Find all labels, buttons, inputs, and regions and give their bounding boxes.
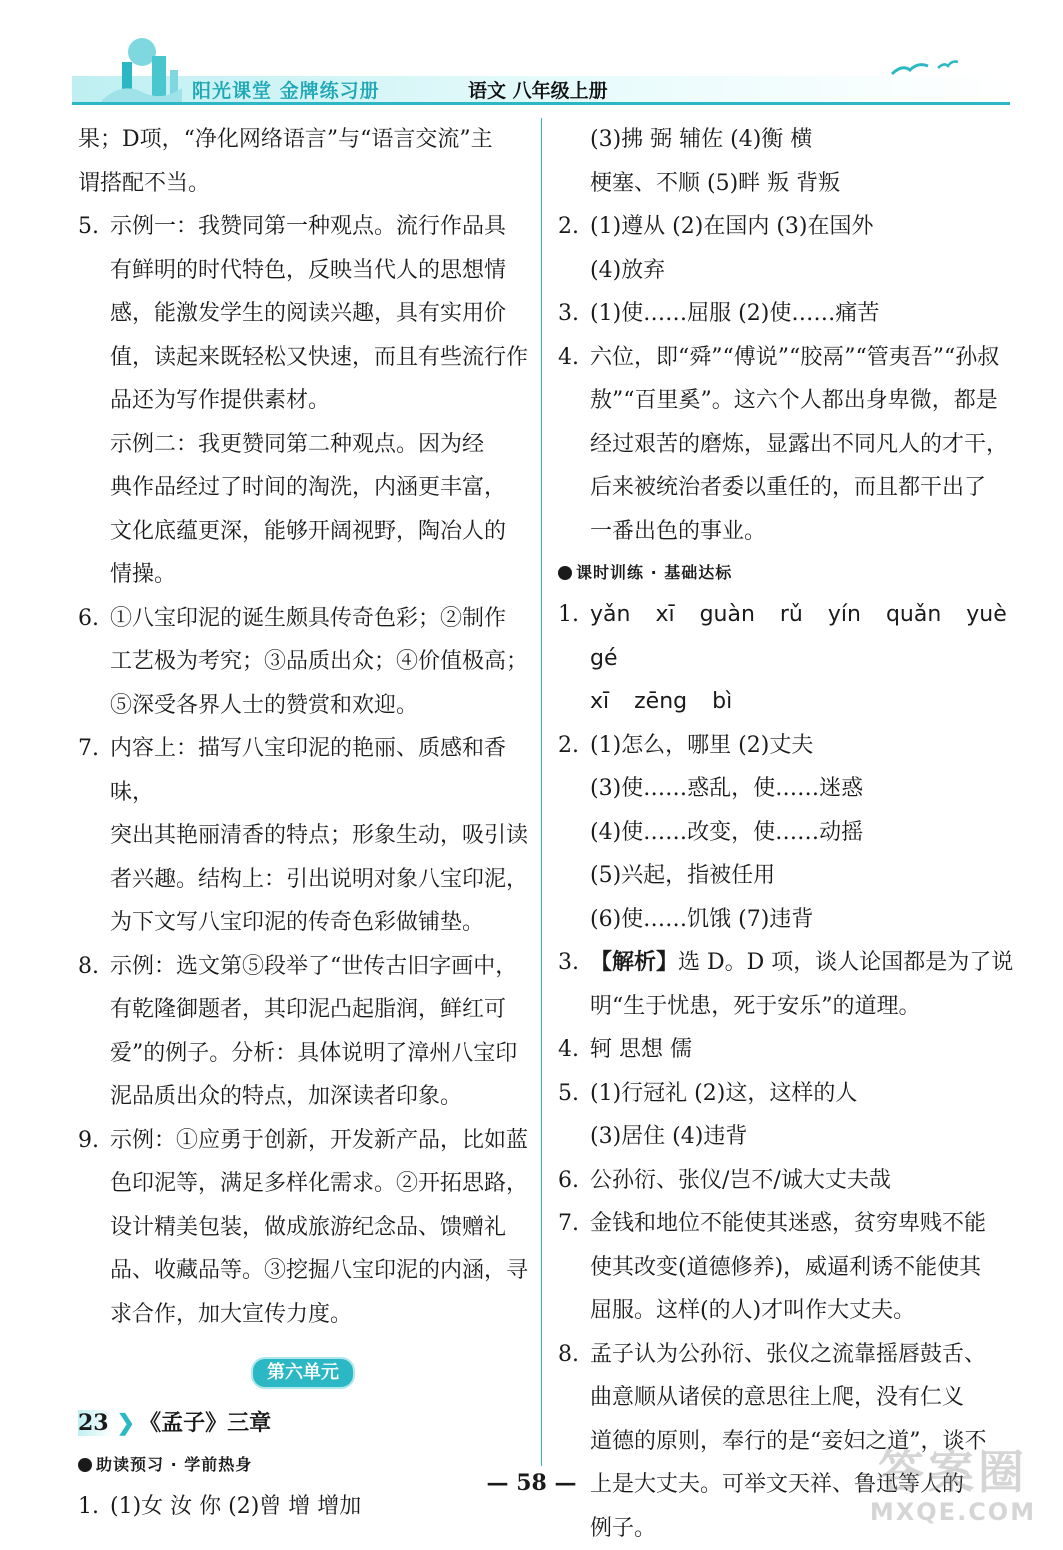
text-line: 文化底蕴更深，能够开阔视野，陶冶人的 — [110, 510, 528, 554]
watermark-top: 答案圈 — [863, 1445, 1043, 1499]
left-column — [78, 118, 528, 1529]
text-line: ①八宝印泥的诞生颇具传奇色彩；②制作 — [110, 597, 528, 641]
text-line: 设计精美包装，做成旅游纪念品、馈赠礼 — [110, 1206, 528, 1250]
answer-number: 7. — [78, 727, 99, 771]
text-line: 示例二：我更赞同第二种观点。因为经 — [110, 423, 528, 467]
answer-number: 5. — [78, 205, 99, 249]
lesson-title: 《孟子》三章 — [139, 1410, 271, 1436]
text-line: (3)居住 (4)违背 — [590, 1115, 1028, 1159]
text-line: 突出其艳丽清香的特点；形象生动，吸引读 — [110, 814, 528, 858]
text-line: (3)拂 弼 辅佐 (4)衡 横 — [590, 118, 1028, 162]
page-header — [72, 62, 1010, 104]
answer-number: 8. — [558, 1333, 579, 1377]
text-line: 情操。 — [110, 553, 528, 597]
text-line: 工艺极为考究；③品质出众；④价值极高； — [110, 640, 528, 684]
practice-answer-6 — [558, 1159, 1028, 1203]
practice-answer-2 — [558, 724, 1028, 942]
answer-number: 1. — [78, 1485, 99, 1529]
analysis-tag: 【解析】 — [590, 949, 678, 975]
unit-badge: 第六单元 — [251, 1357, 355, 1389]
header-title: 阳光课堂 金牌练习册 — [192, 76, 380, 103]
section-bullet-icon — [558, 566, 572, 580]
right-column — [558, 118, 1028, 1550]
prep-answer-4 — [558, 336, 1028, 554]
text-line: 果；D项，“净化网络语言”与“语言交流”主 — [78, 118, 528, 162]
text-line: 谓搭配不当。 — [78, 162, 528, 206]
answer-number: 8. — [78, 945, 99, 989]
watermark-bottom: MXQE.COM — [863, 1499, 1043, 1525]
lesson-number: 23 — [78, 1410, 113, 1436]
text-line: 后来被统治者委以重任的，而且都干出了 — [590, 466, 1028, 510]
text-line: 梗塞、不顺 (5)畔 叛 背叛 — [590, 162, 1028, 206]
column-divider — [541, 118, 542, 1466]
watermark — [863, 1445, 1043, 1535]
answer-number: 7. — [558, 1202, 579, 1246]
text-line: 明“生于忧患，死于安乐”的道理。 — [590, 985, 1028, 1029]
page-number: — 58 — — [0, 1470, 1063, 1496]
header-subject: 语文 八年级上册 — [468, 76, 608, 103]
chevron-right-icon: ❯ — [117, 1410, 135, 1436]
text-line: (6)使……饥饿 (7)违背 — [590, 898, 1028, 942]
pinyin-line: yǎn xī guàn rǔ yín quǎn yuè gé — [590, 593, 1028, 680]
answer-number: 6. — [78, 597, 99, 641]
text-line: 内容上：描写八宝印泥的艳丽、质感和香味， — [110, 727, 528, 814]
text-line: 色印泥等，满足多样化需求。②开拓思路， — [110, 1162, 528, 1206]
text-line: 示例：①应勇于创新，开发新产品，比如蓝 — [110, 1119, 528, 1163]
text-line: (1)使……屈服 (2)使……痛苦 — [590, 292, 1028, 336]
answer-number: 1. — [558, 593, 579, 637]
answer-number: 3. — [558, 292, 579, 336]
text-line: (5)兴起，指被任用 — [590, 854, 1028, 898]
pinyin-line: xī zēng bì — [590, 680, 1028, 724]
answer-8 — [78, 945, 528, 1119]
text-line — [590, 941, 1028, 985]
text-line: 有乾隆御题者，其印泥凸起脂润，鲜红可 — [110, 988, 528, 1032]
lesson-heading — [78, 1402, 528, 1446]
unit-heading — [78, 1350, 528, 1394]
answer-number: 4. — [558, 1028, 579, 1072]
section-title: 课时训练 · 基础达标 — [576, 563, 732, 582]
text-line: 使其改变(道德修养)，威逼利诱不能使其 — [590, 1246, 1028, 1290]
answer-number: 4. — [558, 336, 579, 380]
practice-answer-4 — [558, 1028, 1028, 1072]
text-line: (3)使……惑乱，使……迷惑 — [590, 767, 1028, 811]
prep-answer-2 — [558, 205, 1028, 292]
text-line: 品还为写作提供素材。 — [110, 379, 528, 423]
text-line: 屈服。这样(的人)才叫作大丈夫。 — [590, 1289, 1028, 1333]
text-line: 上是大丈夫。可举文天祥、鲁迅等人的 — [590, 1463, 1028, 1507]
answer-9 — [78, 1119, 528, 1337]
answer-continuation — [78, 118, 528, 205]
text-line: 品、收藏品等。③挖掘八宝印泥的内涵，寻 — [110, 1249, 528, 1293]
text-line: ⑤深受各界人士的赞赏和欢迎。 — [110, 684, 528, 728]
answer-number: 9. — [78, 1119, 99, 1163]
answer-number: 2. — [558, 205, 579, 249]
text-line: 金钱和地位不能使其迷惑，贫穷卑贱不能 — [590, 1202, 1028, 1246]
text-line: 道德的原则，奉行的是“妾妇之道”，谈不 — [590, 1420, 1028, 1464]
practice-answer-3 — [558, 941, 1028, 1028]
answer-7 — [78, 727, 528, 945]
text-line: 经过艰苦的磨炼，显露出不同凡人的才干， — [590, 423, 1028, 467]
lighthouse-logo-icon — [82, 22, 192, 102]
text-line: (4)放弃 — [590, 249, 1028, 293]
text-line: 求合作，加大宣传力度。 — [110, 1293, 528, 1337]
text-line: 示例：选文第⑤段举了“世传古旧字画中， — [110, 945, 528, 989]
section-heading — [558, 553, 1028, 593]
text-line: 感，能激发学生的阅读兴趣，具有实用价 — [110, 292, 528, 336]
answer-number: 3. — [558, 941, 579, 985]
text-line: 六位，即“舜”“傅说”“胶鬲”“管夷吾”“孙叔 — [590, 336, 1028, 380]
text-line: 为下文写八宝印泥的传奇色彩做铺垫。 — [110, 901, 528, 945]
text-span: 选 D。D 项，谈人论国都是为了说 — [678, 950, 1013, 975]
answer-number: 2. — [558, 724, 579, 768]
text-line: 例子。 — [590, 1507, 1028, 1550]
text-line: (1)女 汝 你 (2)曾 增 增加 — [110, 1485, 528, 1529]
text-line: 有鲜明的时代特色，反映当代人的思想情 — [110, 249, 528, 293]
text-line: 值，读起来既轻松又快速，而且有些流行作 — [110, 336, 528, 380]
practice-answer-5 — [558, 1072, 1028, 1159]
practice-answer-1 — [558, 593, 1028, 724]
text-line: 泥品质出众的特点，加深读者印象。 — [110, 1075, 528, 1119]
text-line: (1)行冠礼 (2)这，这样的人 — [590, 1072, 1028, 1116]
text-line: 曲意顺从诸侯的意思往上爬，没有仁义 — [590, 1376, 1028, 1420]
text-line: (1)遵从 (2)在国内 (3)在国外 — [590, 205, 1028, 249]
answer-6 — [78, 597, 528, 728]
text-line: 典作品经过了时间的淘洗，内涵更丰富， — [110, 466, 528, 510]
text-line: 孟子认为公孙衍、张仪之流靠摇唇鼓舌、 — [590, 1333, 1028, 1377]
section-title: 助读预习 · 学前热身 — [96, 1455, 252, 1474]
answer-number: 5. — [558, 1072, 579, 1116]
text-line: (4)使……改变，使……动摇 — [590, 811, 1028, 855]
text-line: 敖”“百里奚”。这六个人都出身卑微，都是 — [590, 379, 1028, 423]
text-line: 示例一：我赞同第一种观点。流行作品具 — [110, 205, 528, 249]
text-line: 轲 思想 儒 — [590, 1028, 1028, 1072]
practice-answer-7 — [558, 1202, 1028, 1333]
text-line: (1)怎么，哪里 (2)丈夫 — [590, 724, 1028, 768]
answer-number: 6. — [558, 1159, 579, 1203]
text-line: 者兴趣。结构上：引出说明对象八宝印泥， — [110, 858, 528, 902]
text-line: 一番出色的事业。 — [590, 510, 1028, 554]
prep-answer-3 — [558, 292, 1028, 336]
text-line: 爱”的例子。分析：具体说明了漳州八宝印 — [110, 1032, 528, 1076]
text-line: 公孙衍、张仪/岂不/诚大丈夫哉 — [590, 1159, 1028, 1203]
bird-icon — [890, 54, 970, 84]
answer-5 — [78, 205, 528, 597]
prep-answer-1-continued — [558, 118, 1028, 205]
